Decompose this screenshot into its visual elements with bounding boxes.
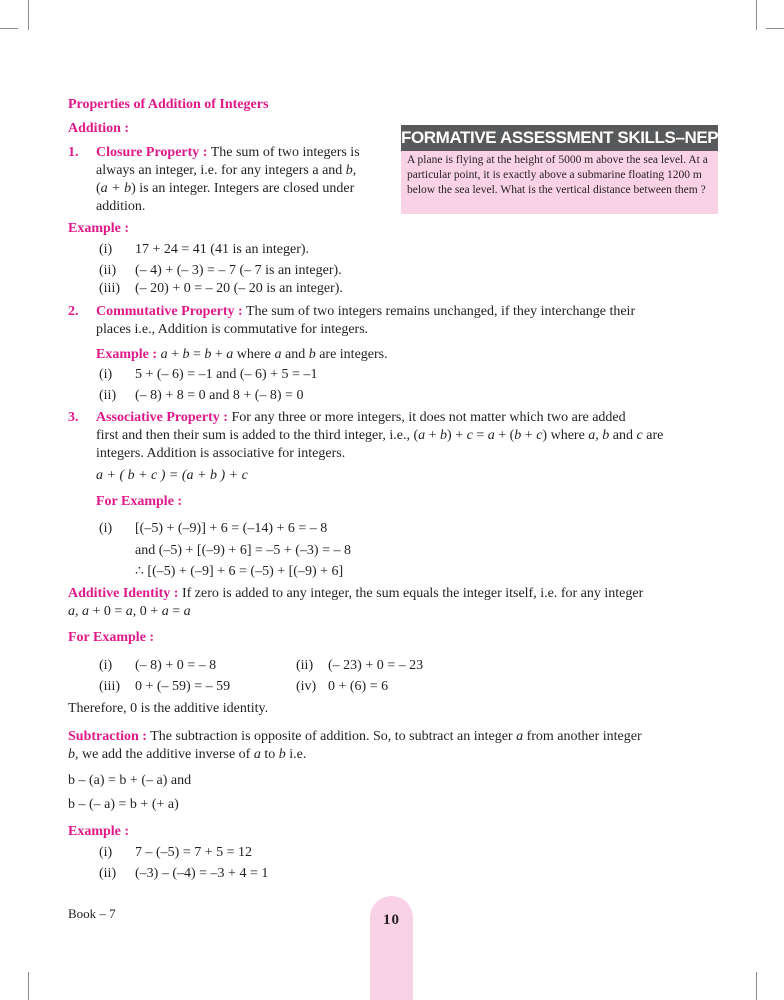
item-text: 7 – (–5) = 7 + 5 = 12: [135, 845, 253, 860]
identity-text: If zero is added to any integer, the sum equals the integer itself, i.e. for any integer: [178, 586, 644, 601]
text: ) is an integer. Integers are closed under: [131, 181, 355, 196]
list-item: [99, 677, 230, 697]
list-item: [99, 864, 268, 884]
crop-mark: [756, 0, 757, 30]
list-item: [99, 843, 252, 863]
item-number: 2.: [68, 304, 79, 319]
text: from another integer: [523, 729, 642, 744]
var: b: [182, 347, 190, 362]
associative-formula: a + ( b + c ) = (a + b ) + c: [96, 468, 248, 483]
crop-mark: [28, 0, 29, 30]
associative-example-line-2: and (–5) + [(–9) + 6] = –5 + (–3) = – 8: [135, 543, 351, 558]
text: , 0 +: [132, 604, 162, 619]
item-index: (ii): [99, 866, 117, 881]
formative-assessment-box: [401, 125, 759, 214]
var: a: [160, 347, 168, 362]
item-text: 0 + (6) = 6: [328, 679, 389, 694]
crop-mark: [28, 972, 29, 1000]
subtraction-formula-1: b – (a) = b + (– a) and: [68, 773, 192, 788]
identity-line-2: [68, 602, 191, 622]
text: ,: [595, 428, 603, 443]
item-index: (ii): [99, 263, 117, 278]
crop-mark: [766, 28, 784, 29]
item-text: [(–5) + (–9)] + 6 = (–14) + 6 = – 8: [135, 521, 328, 536]
item-index: (ii): [99, 388, 117, 403]
text: , we add the additive inverse of: [75, 747, 254, 762]
var: a: [274, 347, 282, 362]
subtraction-line-2: [68, 745, 306, 765]
text: =: [472, 428, 488, 443]
subtraction-formula-2: b – (– a) = b + (+ a): [68, 797, 179, 812]
list-item: [99, 365, 317, 385]
text: +: [425, 428, 441, 443]
list-item: [99, 519, 327, 539]
associative-property-title: Associative Property :: [96, 410, 228, 425]
text: ) where: [542, 428, 589, 443]
text: ) +: [447, 428, 467, 443]
closure-line-4: addition.: [96, 199, 146, 214]
expr: a + b: [100, 181, 132, 196]
identity-conclusion: Therefore, 0 is the additive identity.: [68, 701, 269, 716]
text: and: [609, 428, 637, 443]
item-index: (i): [99, 242, 113, 257]
item-index: (i): [99, 521, 113, 536]
text: and: [281, 347, 309, 362]
formative-assessment-title: FORMATIVE ASSESSMENT SKILLS–NEP 2020: [401, 125, 718, 151]
page-number: 10: [383, 912, 400, 928]
addition-label: Addition :: [68, 121, 130, 136]
commutative-text: The sum of two integers remains unchanged, if they interchange their: [242, 304, 636, 319]
text: first and then their sum is added to the third integer, i.e., (: [96, 428, 419, 443]
crop-mark: [0, 28, 18, 29]
var: b: [308, 347, 316, 362]
associative-line-2: [96, 426, 663, 446]
var: a: [487, 428, 495, 443]
var: a: [161, 604, 169, 619]
item-text: (– 20) + 0 = – 20 (– 20 is an integer).: [135, 281, 343, 296]
var: b: [204, 347, 212, 362]
text: are integers.: [315, 347, 388, 362]
text: (: [96, 181, 101, 196]
closure-property-title: Closure Property :: [96, 145, 208, 160]
var: c: [636, 428, 643, 443]
item-number: 1.: [68, 145, 79, 160]
crop-mark: [756, 972, 757, 1000]
formative-assessment-question: A plane is flying at the height of 5000 m above the sea level. At a particular point, it is exactly above a submarine floating 1200 m below the sea level. What is the vertical distance between them ?: [401, 151, 718, 214]
item-text: (– 8) + 0 = – 8: [135, 658, 217, 673]
var: a: [418, 428, 426, 443]
subtraction-line-1: [68, 727, 642, 747]
associative-line-1: [96, 408, 626, 428]
item-text: (– 8) + 8 = 0 and 8 + (– 8) = 0: [135, 388, 304, 403]
for-example-label: For Example :: [96, 494, 183, 509]
identity-line-1: [68, 584, 643, 604]
list-item: [99, 279, 343, 299]
list-item: [296, 677, 388, 697]
item-index: (i): [99, 845, 113, 860]
associative-line-3: integers. Addition is associative for integers.: [96, 446, 346, 461]
text: + (: [494, 428, 515, 443]
example-label: Example :: [96, 347, 158, 362]
commutative-example: [96, 345, 388, 365]
for-example-label: For Example :: [68, 630, 155, 645]
text: always an integer, i.e. for any integers a and: [96, 163, 346, 178]
associative-example-line-3: ∴ [(–5) + (–9] + 6 = (–5) + [(–9) + 6]: [135, 564, 344, 579]
item-index: (ii): [296, 658, 314, 673]
item-text: 0 + (– 59) = – 59: [135, 679, 231, 694]
var: b: [602, 428, 610, 443]
var: a: [588, 428, 596, 443]
list-item: [99, 261, 342, 281]
var: a: [253, 747, 261, 762]
commutative-line-2: places i.e., Addition is commutative for integers.: [96, 322, 369, 337]
var: a: [226, 347, 234, 362]
closure-line-3: [96, 179, 354, 199]
var: a: [125, 604, 133, 619]
text: to: [260, 747, 279, 762]
example-label: Example :: [68, 824, 130, 839]
item-text: (– 4) + (– 3) = – 7 (– 7 is an integer).: [135, 263, 342, 278]
item-text: (– 23) + 0 = – 23: [328, 658, 424, 673]
var: c: [466, 428, 473, 443]
var: b: [278, 747, 286, 762]
item-text: 17 + 24 = 41 (41 is an integer).: [135, 242, 310, 257]
var: b: [345, 163, 353, 178]
closure-line-2: [96, 161, 356, 181]
var: b: [68, 747, 75, 762]
item-index: (iii): [99, 281, 120, 296]
var: b: [440, 428, 448, 443]
associative-text: For any three or more integers, it does not matter which two are added: [227, 410, 626, 425]
subtraction-title: Subtraction :: [68, 729, 147, 744]
closure-text: The sum of two integers is: [207, 145, 360, 160]
section-heading: Properties of Addition of Integers: [68, 97, 269, 112]
closure-line-1: [96, 143, 360, 163]
item-number: 3.: [68, 410, 79, 425]
var: a: [82, 604, 89, 619]
text: =: [168, 604, 184, 619]
text: ,: [75, 604, 82, 619]
var: a: [68, 604, 75, 619]
var: b: [514, 428, 522, 443]
item-index: (i): [99, 367, 113, 382]
list-item: [99, 240, 309, 260]
item-index: (i): [99, 658, 113, 673]
item-index: (iv): [296, 679, 317, 694]
text: +: [167, 347, 183, 362]
list-item: [296, 656, 423, 676]
item-text: 5 + (– 6) = –1 and (– 6) + 5 = –1: [135, 367, 318, 382]
additive-identity-title: Additive Identity :: [68, 586, 179, 601]
item-index: (iii): [99, 679, 120, 694]
text: The subtraction is opposite of addition. So, to subtract an integer: [146, 729, 517, 744]
text: are: [642, 428, 664, 443]
text: where: [233, 347, 275, 362]
list-item: [99, 386, 303, 406]
var: a: [516, 729, 524, 744]
text: +: [211, 347, 227, 362]
list-item: [99, 656, 216, 676]
example-label: Example :: [68, 221, 130, 236]
commutative-property-title: Commutative Property :: [96, 304, 243, 319]
commutative-line-1: [96, 302, 635, 322]
text: ,: [352, 163, 357, 178]
book-label: Book – 7: [68, 906, 116, 921]
text: =: [189, 347, 205, 362]
text: i.e.: [285, 747, 307, 762]
text: +: [521, 428, 537, 443]
text: + 0 =: [89, 604, 126, 619]
var: c: [536, 428, 543, 443]
item-text: (–3) – (–4) = –3 + 4 = 1: [135, 866, 269, 881]
var: a: [183, 604, 191, 619]
